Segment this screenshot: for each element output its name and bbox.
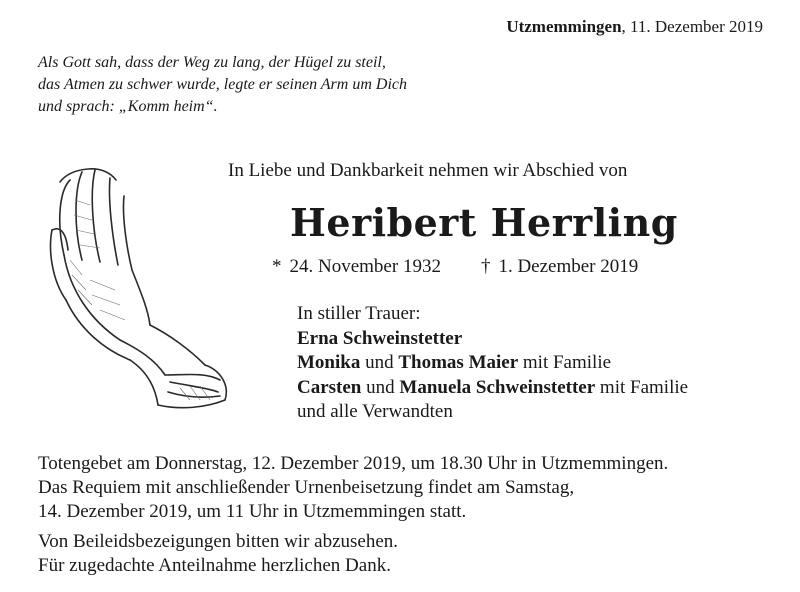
mourners-heading: In stiller Trauer:	[297, 303, 421, 324]
poem-line: und sprach: „Komm heim“.	[38, 98, 218, 115]
death-symbol: †	[480, 256, 491, 277]
mourner-name: Carsten	[297, 376, 362, 398]
service-line: 14. Dezember 2019, um 11 Uhr in Utzmemmingen statt.	[38, 501, 467, 522]
service-line: Totengebet am Donnerstag, 12. Dezember 2019, um 18.30 Uhr in Utzmemmingen.	[38, 453, 669, 474]
mourner-name: Monika	[297, 352, 361, 373]
mourner-line: und alle Verwandten	[297, 401, 453, 422]
mourner-line	[297, 376, 688, 401]
praying-hands-icon	[30, 160, 245, 420]
poem-line: das Atmen zu schwer wurde, legte er seinen Arm um Dich	[38, 76, 407, 93]
conjunction: und	[361, 376, 400, 398]
mourner-line	[297, 327, 688, 352]
mourner-name: Manuela Schweinstetter	[399, 376, 596, 398]
closing-line: Von Beileidsbezeigungen bitten wir abzusehen.	[38, 531, 399, 552]
poem-line: Als Gott sah, dass der Weg zu lang, der Hügel zu steil,	[38, 54, 386, 71]
life-dates	[272, 256, 638, 278]
date: , 11. Dezember 2019	[621, 17, 763, 36]
mourner-name: Thomas Maier	[398, 352, 519, 373]
place: Utzmemmingen	[506, 17, 622, 36]
mourner-name: Erna Schweinstetter	[297, 327, 463, 349]
closing-line: Für zugedachte Anteilnahme herzlichen Dank.	[38, 555, 391, 576]
mourner-suffix: mit Familie	[518, 352, 612, 373]
poem	[38, 52, 407, 118]
place-date	[506, 17, 763, 37]
conjunction: und	[360, 352, 399, 373]
service-line: Das Requiem mit anschließender Urnenbeisetzung findet am Samstag,	[38, 477, 575, 498]
mourner-line	[297, 351, 688, 376]
birth-symbol: *	[272, 256, 282, 277]
death-date: 1. Dezember 2019	[498, 256, 639, 277]
mourners	[297, 302, 688, 425]
service-notes	[38, 452, 778, 578]
deceased-name: Heribert Herrling	[290, 200, 678, 245]
mourner-suffix: mit Familie	[595, 376, 689, 398]
farewell-intro: In Liebe und Dankbarkeit nehmen wir Abschied von	[228, 160, 628, 181]
birth-date: 24. November 1932	[289, 256, 441, 277]
